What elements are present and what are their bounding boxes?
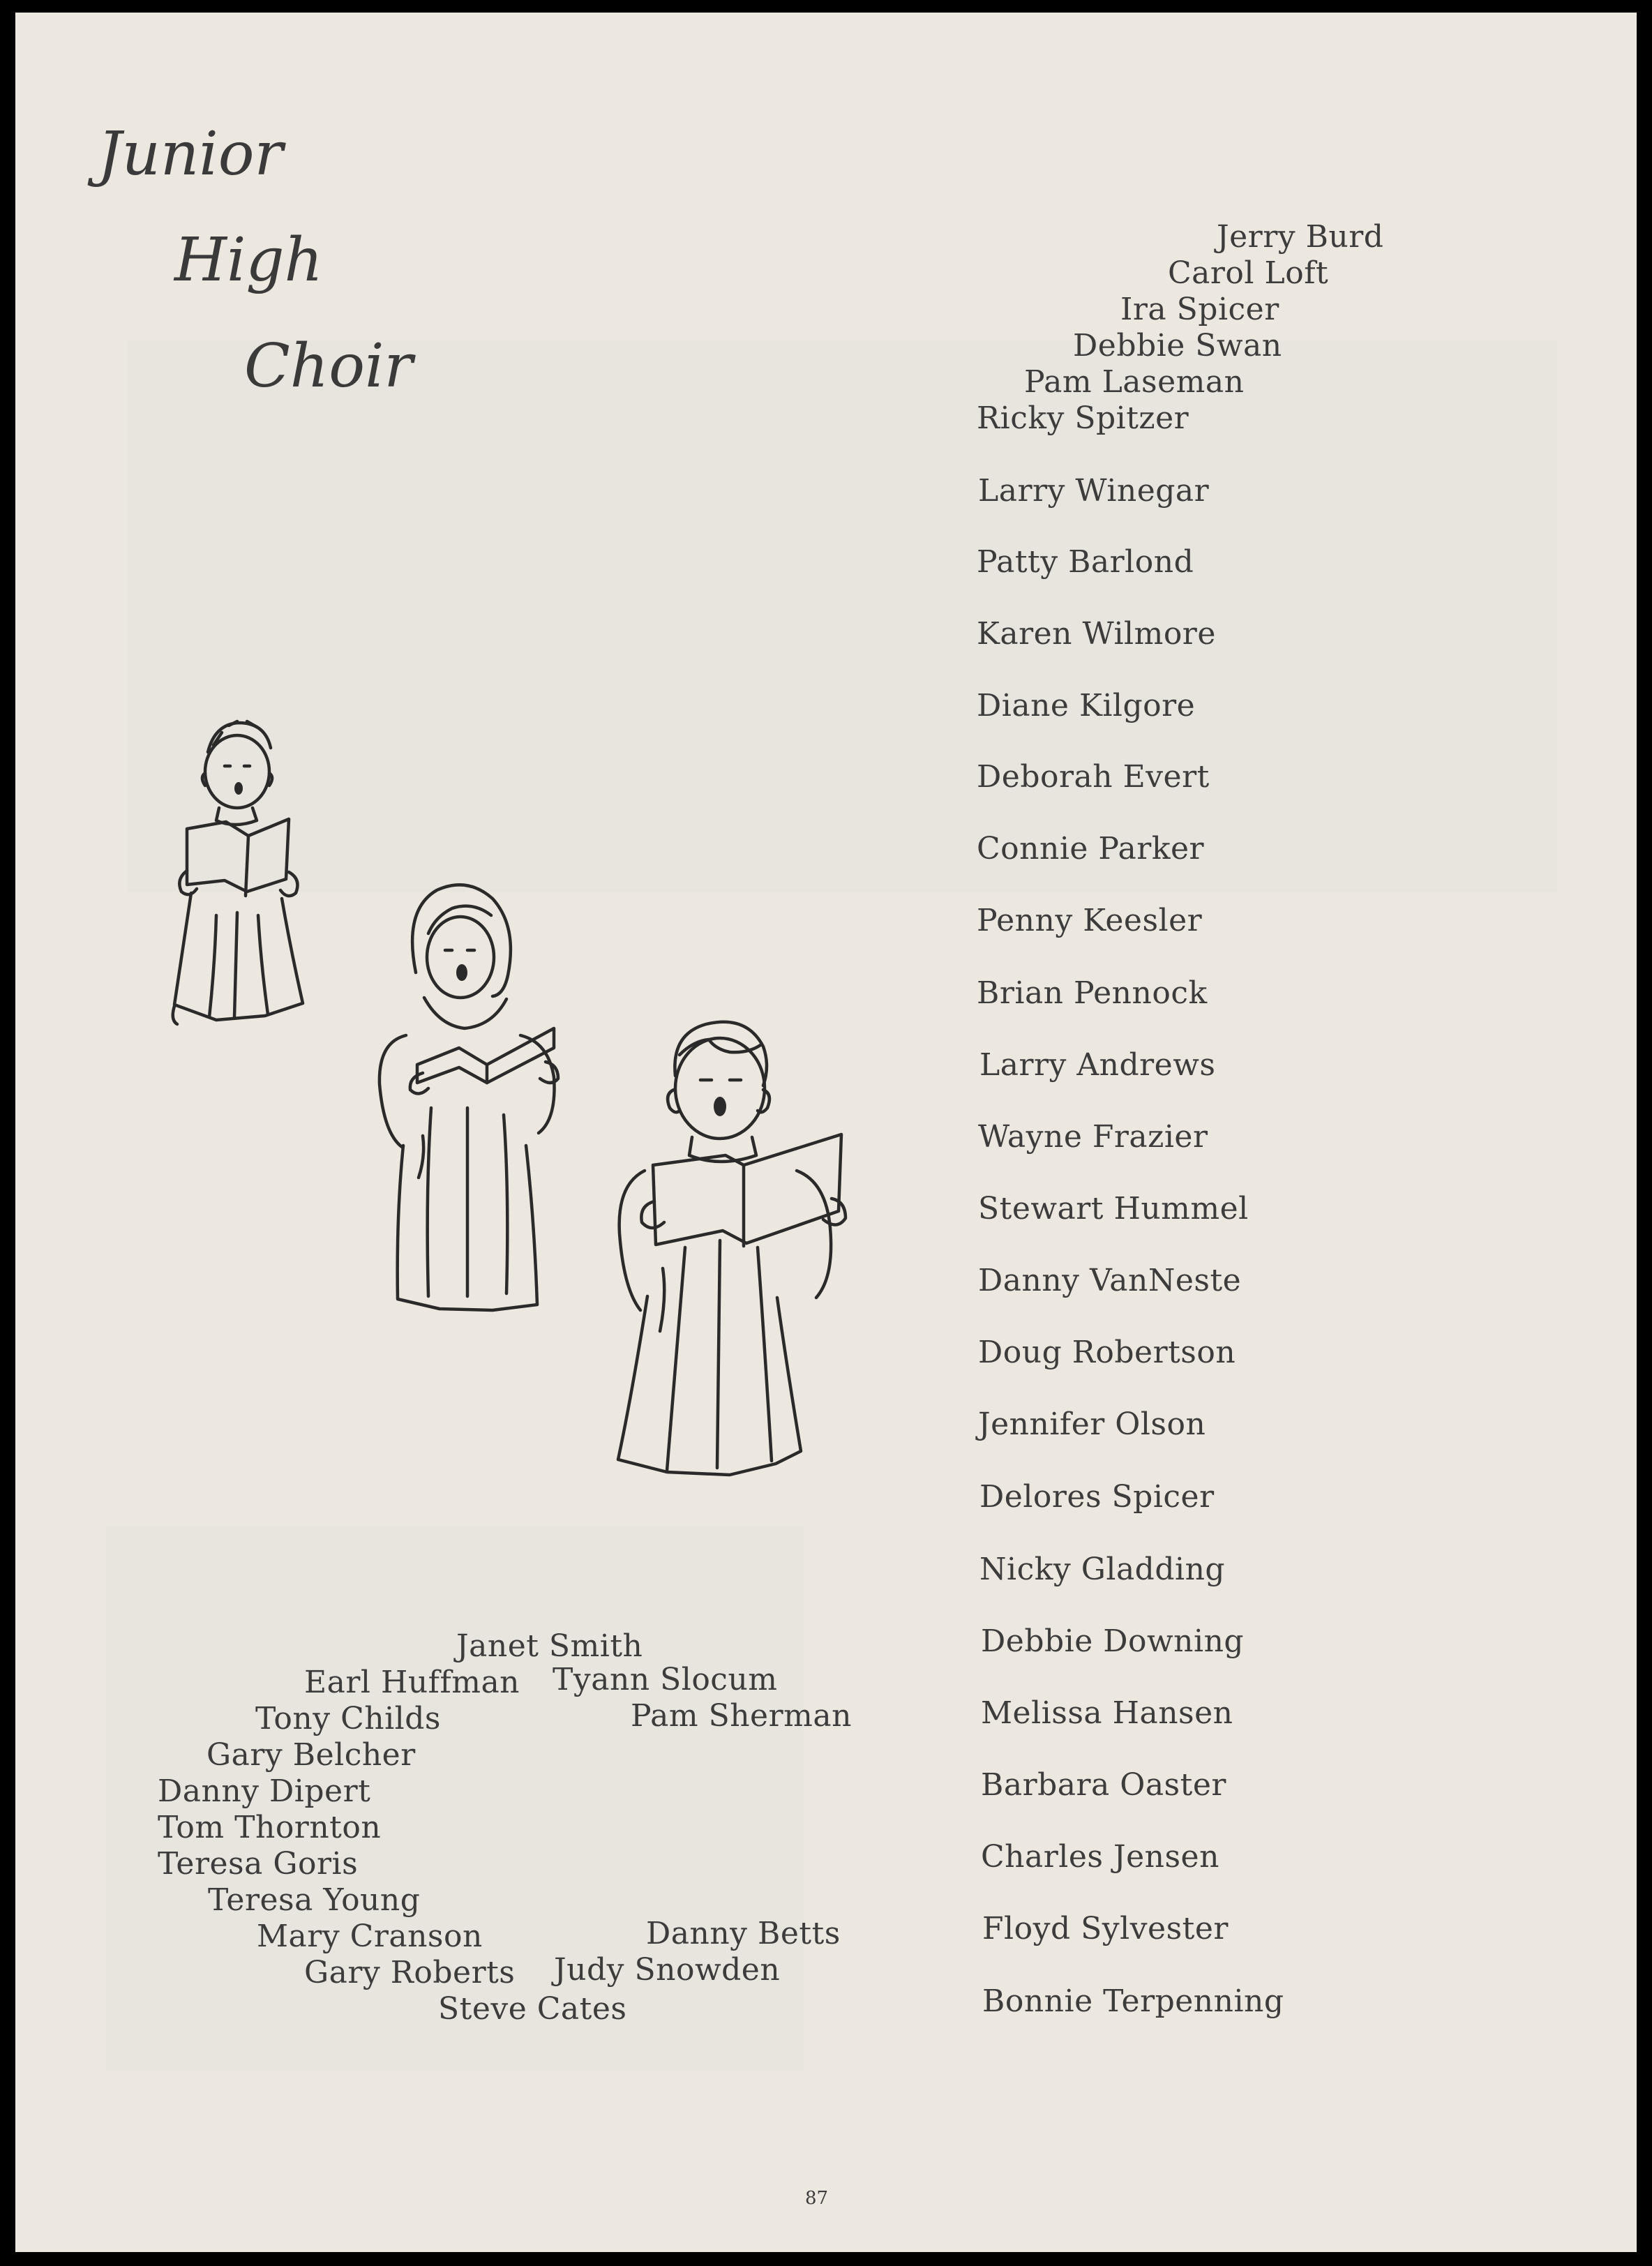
- right-name: Delores Spicer: [979, 1479, 1215, 1515]
- right-name: Jennifer Olson: [978, 1406, 1206, 1442]
- left-name: Janet Smith: [456, 1628, 643, 1664]
- left-name: Teresa Young: [208, 1882, 421, 1918]
- left-name: Mary Cranson: [257, 1919, 483, 1954]
- right-name: Penny Keesler: [977, 903, 1203, 938]
- left-name: Judy Snowden: [554, 1952, 781, 1988]
- right-name: Barbara Oaster: [981, 1767, 1226, 1803]
- right-name: Connie Parker: [977, 831, 1205, 866]
- choir-singer-1: [173, 721, 303, 1024]
- left-name: Teresa Goris: [158, 1846, 359, 1882]
- right-name: Doug Robertson: [978, 1335, 1236, 1370]
- choir-singer-3: [618, 1022, 846, 1475]
- yearbook-page: [15, 13, 1637, 2252]
- right-name: Deborah Evert: [977, 759, 1210, 795]
- right-name: Ricky Spitzer: [977, 400, 1189, 436]
- right-name: Brian Pennock: [977, 975, 1208, 1011]
- right-name: Floyd Sylvester: [982, 1911, 1229, 1946]
- right-name: Karen Wilmore: [977, 616, 1216, 652]
- right-name: Bonnie Terpenning: [982, 1983, 1284, 2019]
- choir-singers-illustration: [15, 13, 1637, 2252]
- right-name: Charles Jensen: [981, 1839, 1219, 1875]
- title-junior: Junior: [98, 119, 283, 189]
- page-number: 87: [805, 2188, 829, 2209]
- right-name: Carol Loft: [1168, 255, 1329, 291]
- right-name: Pam Laseman: [1024, 364, 1245, 400]
- right-name: Debbie Swan: [1073, 328, 1282, 363]
- right-name: Jerry Burd: [1217, 219, 1384, 255]
- right-name: Stewart Hummel: [978, 1191, 1249, 1226]
- left-name: Pam Sherman: [631, 1698, 852, 1734]
- left-name: Earl Huffman: [304, 1665, 520, 1700]
- right-name: Patty Barlond: [977, 544, 1194, 580]
- left-name: Danny Dipert: [158, 1773, 371, 1809]
- left-name: Steve Cates: [438, 1991, 627, 2027]
- left-name: Tyann Slocum: [553, 1662, 778, 1697]
- right-name: Debbie Downing: [981, 1623, 1245, 1659]
- right-name: Melissa Hansen: [981, 1695, 1233, 1731]
- right-name: Diane Kilgore: [977, 688, 1196, 723]
- right-name: Danny VanNeste: [978, 1263, 1242, 1298]
- title-choir: Choir: [244, 331, 413, 401]
- right-name: Larry Winegar: [978, 473, 1210, 509]
- right-name: Larry Andrews: [979, 1047, 1216, 1083]
- right-name: Nicky Gladding: [979, 1552, 1226, 1587]
- right-name: Wayne Frazier: [978, 1119, 1208, 1155]
- left-name: Gary Roberts: [304, 1955, 516, 1990]
- left-name: Danny Betts: [646, 1916, 841, 1951]
- left-name: Tom Thornton: [158, 1810, 382, 1845]
- choir-singer-2: [380, 885, 558, 1310]
- left-name: Gary Belcher: [206, 1737, 416, 1773]
- right-name: Ira Spicer: [1120, 292, 1279, 327]
- title-high: High: [174, 225, 323, 295]
- left-name: Tony Childs: [255, 1701, 441, 1736]
